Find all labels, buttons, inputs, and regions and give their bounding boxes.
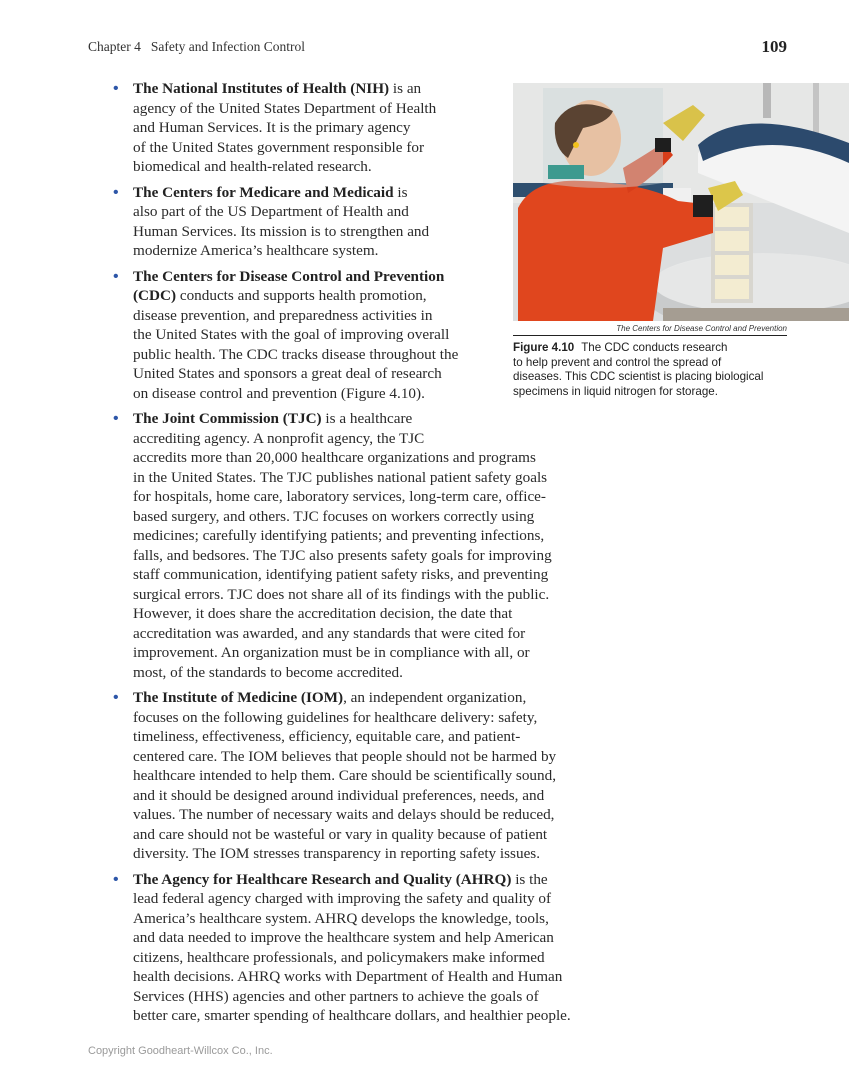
bullet-text: is the <box>511 870 548 888</box>
bullet-text: conducts and supports health promotion, <box>176 287 427 304</box>
bullet-text: staff communication, identifying patient safety risks, and preventing <box>133 566 549 583</box>
bullet-text: of the United States government responsible for <box>133 138 425 156</box>
copyright-footer: Copyright Goodheart-Willcox Co., Inc. <box>88 1045 273 1057</box>
bullet-icon: • <box>113 80 119 97</box>
caption-text: The CDC conducts research <box>581 341 728 354</box>
caption-text: specimens in liquid nitrogen for storage. <box>513 384 718 398</box>
bullet-text: and care should not be wasteful or vary in quality because of patient <box>133 825 548 843</box>
page-number: 109 <box>761 37 787 56</box>
bullet-text: medicines; carefully identifying patients; and preventing infections, <box>133 527 545 544</box>
photo-credit: The Centers for Disease Control and Prevention <box>513 321 787 336</box>
bullet-icon: • <box>113 410 119 427</box>
bullet-text: biomedical and health-related research. <box>133 158 372 175</box>
bullet-text: Human Services. Its mission is to strengthen and <box>133 222 430 240</box>
bullet-text: and it should be designed around individual preferences, needs, and <box>133 786 545 804</box>
figure-caption <box>513 341 803 399</box>
caption-text: to help prevent and control the spread of <box>513 355 722 369</box>
bullet-item-tjc <box>113 409 603 682</box>
bullet-text: agency of the United States Department of Health <box>133 99 437 117</box>
bullet-text: lead federal agency charged with improving the safety and quality of <box>133 890 552 907</box>
bullet-item-ahrq <box>113 870 603 1026</box>
bullet-text: modernize America’s healthcare system. <box>133 242 379 259</box>
figure-photo <box>513 83 849 321</box>
bullet-term: The Institute of Medicine (IOM) <box>133 689 344 706</box>
bullet-text: based surgery, and others. TJC focuses on workers correctly using <box>133 507 535 525</box>
bullet-text: healthcare intended to help them. Care should be scientifically sound, <box>133 767 557 784</box>
bullet-text: and data needed to improve the healthcare system and help American <box>133 929 554 946</box>
bullet-icon: • <box>113 267 119 285</box>
bullet-text: better care, smarter spending of healthcare dollars, and healthier people. <box>133 1007 571 1024</box>
bullet-text: improvement. An organization must be in compliance with all, or <box>133 644 530 661</box>
bullet-text: also part of the US Department of Health and <box>133 203 409 220</box>
bullet-text: disease prevention, and preparedness activities in <box>133 306 433 324</box>
bullet-text: and Human Services. It is the primary agency <box>133 119 411 136</box>
bullet-icon: • <box>113 183 119 201</box>
bullet-text: is an <box>389 80 422 97</box>
bullet-term: The Agency for Healthcare Research and Quality (AHRQ) <box>133 870 512 888</box>
bullet-text: on disease control and prevention (Figure 4.10). <box>133 384 425 402</box>
bullet-text: health decisions. AHRQ works with Department of Health and Human <box>133 968 563 985</box>
bullet-icon: • <box>113 870 119 888</box>
chapter-number: Chapter 4 <box>88 39 141 54</box>
bullet-text: falls, and bedsores. The TJC also presents safety goals for improving <box>133 546 552 564</box>
bullet-text: diversity. The IOM stresses transparency in reporting safety issues. <box>133 845 541 862</box>
bullet-term: The Centers for Disease Control and Prevention <box>133 267 445 285</box>
bullet-text: However, it does share the accreditation decision, the date that <box>133 605 513 622</box>
bullet-text: accreditation was awarded, and any standards that were cited for <box>133 624 526 642</box>
bullet-text: focuses on the following guidelines for healthcare delivery: safety, <box>133 708 538 726</box>
bullet-text: accrediting agency. A nonprofit agency, the TJC <box>133 429 425 447</box>
bullet-text: for hospitals, home care, laboratory services, long-term care, office- <box>133 488 546 505</box>
bullet-text: is <box>393 183 408 201</box>
bullet-item-iom <box>113 688 603 864</box>
bullet-text: Services (HHS) agencies and other partners to achieve the goals of <box>133 987 539 1005</box>
bullet-term: The Centers for Medicare and Medicaid <box>133 183 394 201</box>
bullet-text: America’s healthcare system. AHRQ develops the knowledge, tools, <box>133 909 549 927</box>
bullet-text: the United States with the goal of improving overall <box>133 326 450 343</box>
bullet-text: , an independent organization, <box>343 689 527 706</box>
bullet-icon: • <box>113 689 119 706</box>
bullet-text: is a healthcare <box>321 410 413 427</box>
figure-4-10 <box>513 83 849 399</box>
chapter-title: Safety and Infection Control <box>150 39 305 54</box>
bullet-text: timeliness, effectiveness, efficiency, equitable care, and patient- <box>133 728 521 745</box>
bullet-term: (CDC) <box>133 287 177 304</box>
bullet-term: The Joint Commission (TJC) <box>133 410 322 427</box>
bullet-text: centered care. The IOM believes that people should not be harmed by <box>133 747 557 765</box>
bullet-term: The National Institutes of Health (NIH) <box>133 80 390 97</box>
caption-text: diseases. This CDC scientist is placing biological <box>513 370 764 384</box>
bullet-text: citizens, healthcare professionals, and policymakers make informed <box>133 948 545 966</box>
figure-label: Figure 4.10 <box>513 341 575 354</box>
bullet-text: surgical errors. TJC does not share all of its findings with the public. <box>133 585 550 603</box>
running-head <box>88 39 305 55</box>
bullet-text: public health. The CDC tracks disease throughout the <box>133 345 459 363</box>
bullet-text: values. The number of necessary waits and delays should be reduced, <box>133 806 555 823</box>
bullet-text: in the United States. The TJC publishes national patient safety goals <box>133 468 548 486</box>
bullet-text: most, of the standards to become accredited. <box>133 663 403 681</box>
bullet-text: United States and sponsors a great deal of research <box>133 365 442 382</box>
bullet-text: accredits more than 20,000 healthcare organizations and programs <box>133 449 536 466</box>
scientist-photo-illustration <box>513 83 849 321</box>
